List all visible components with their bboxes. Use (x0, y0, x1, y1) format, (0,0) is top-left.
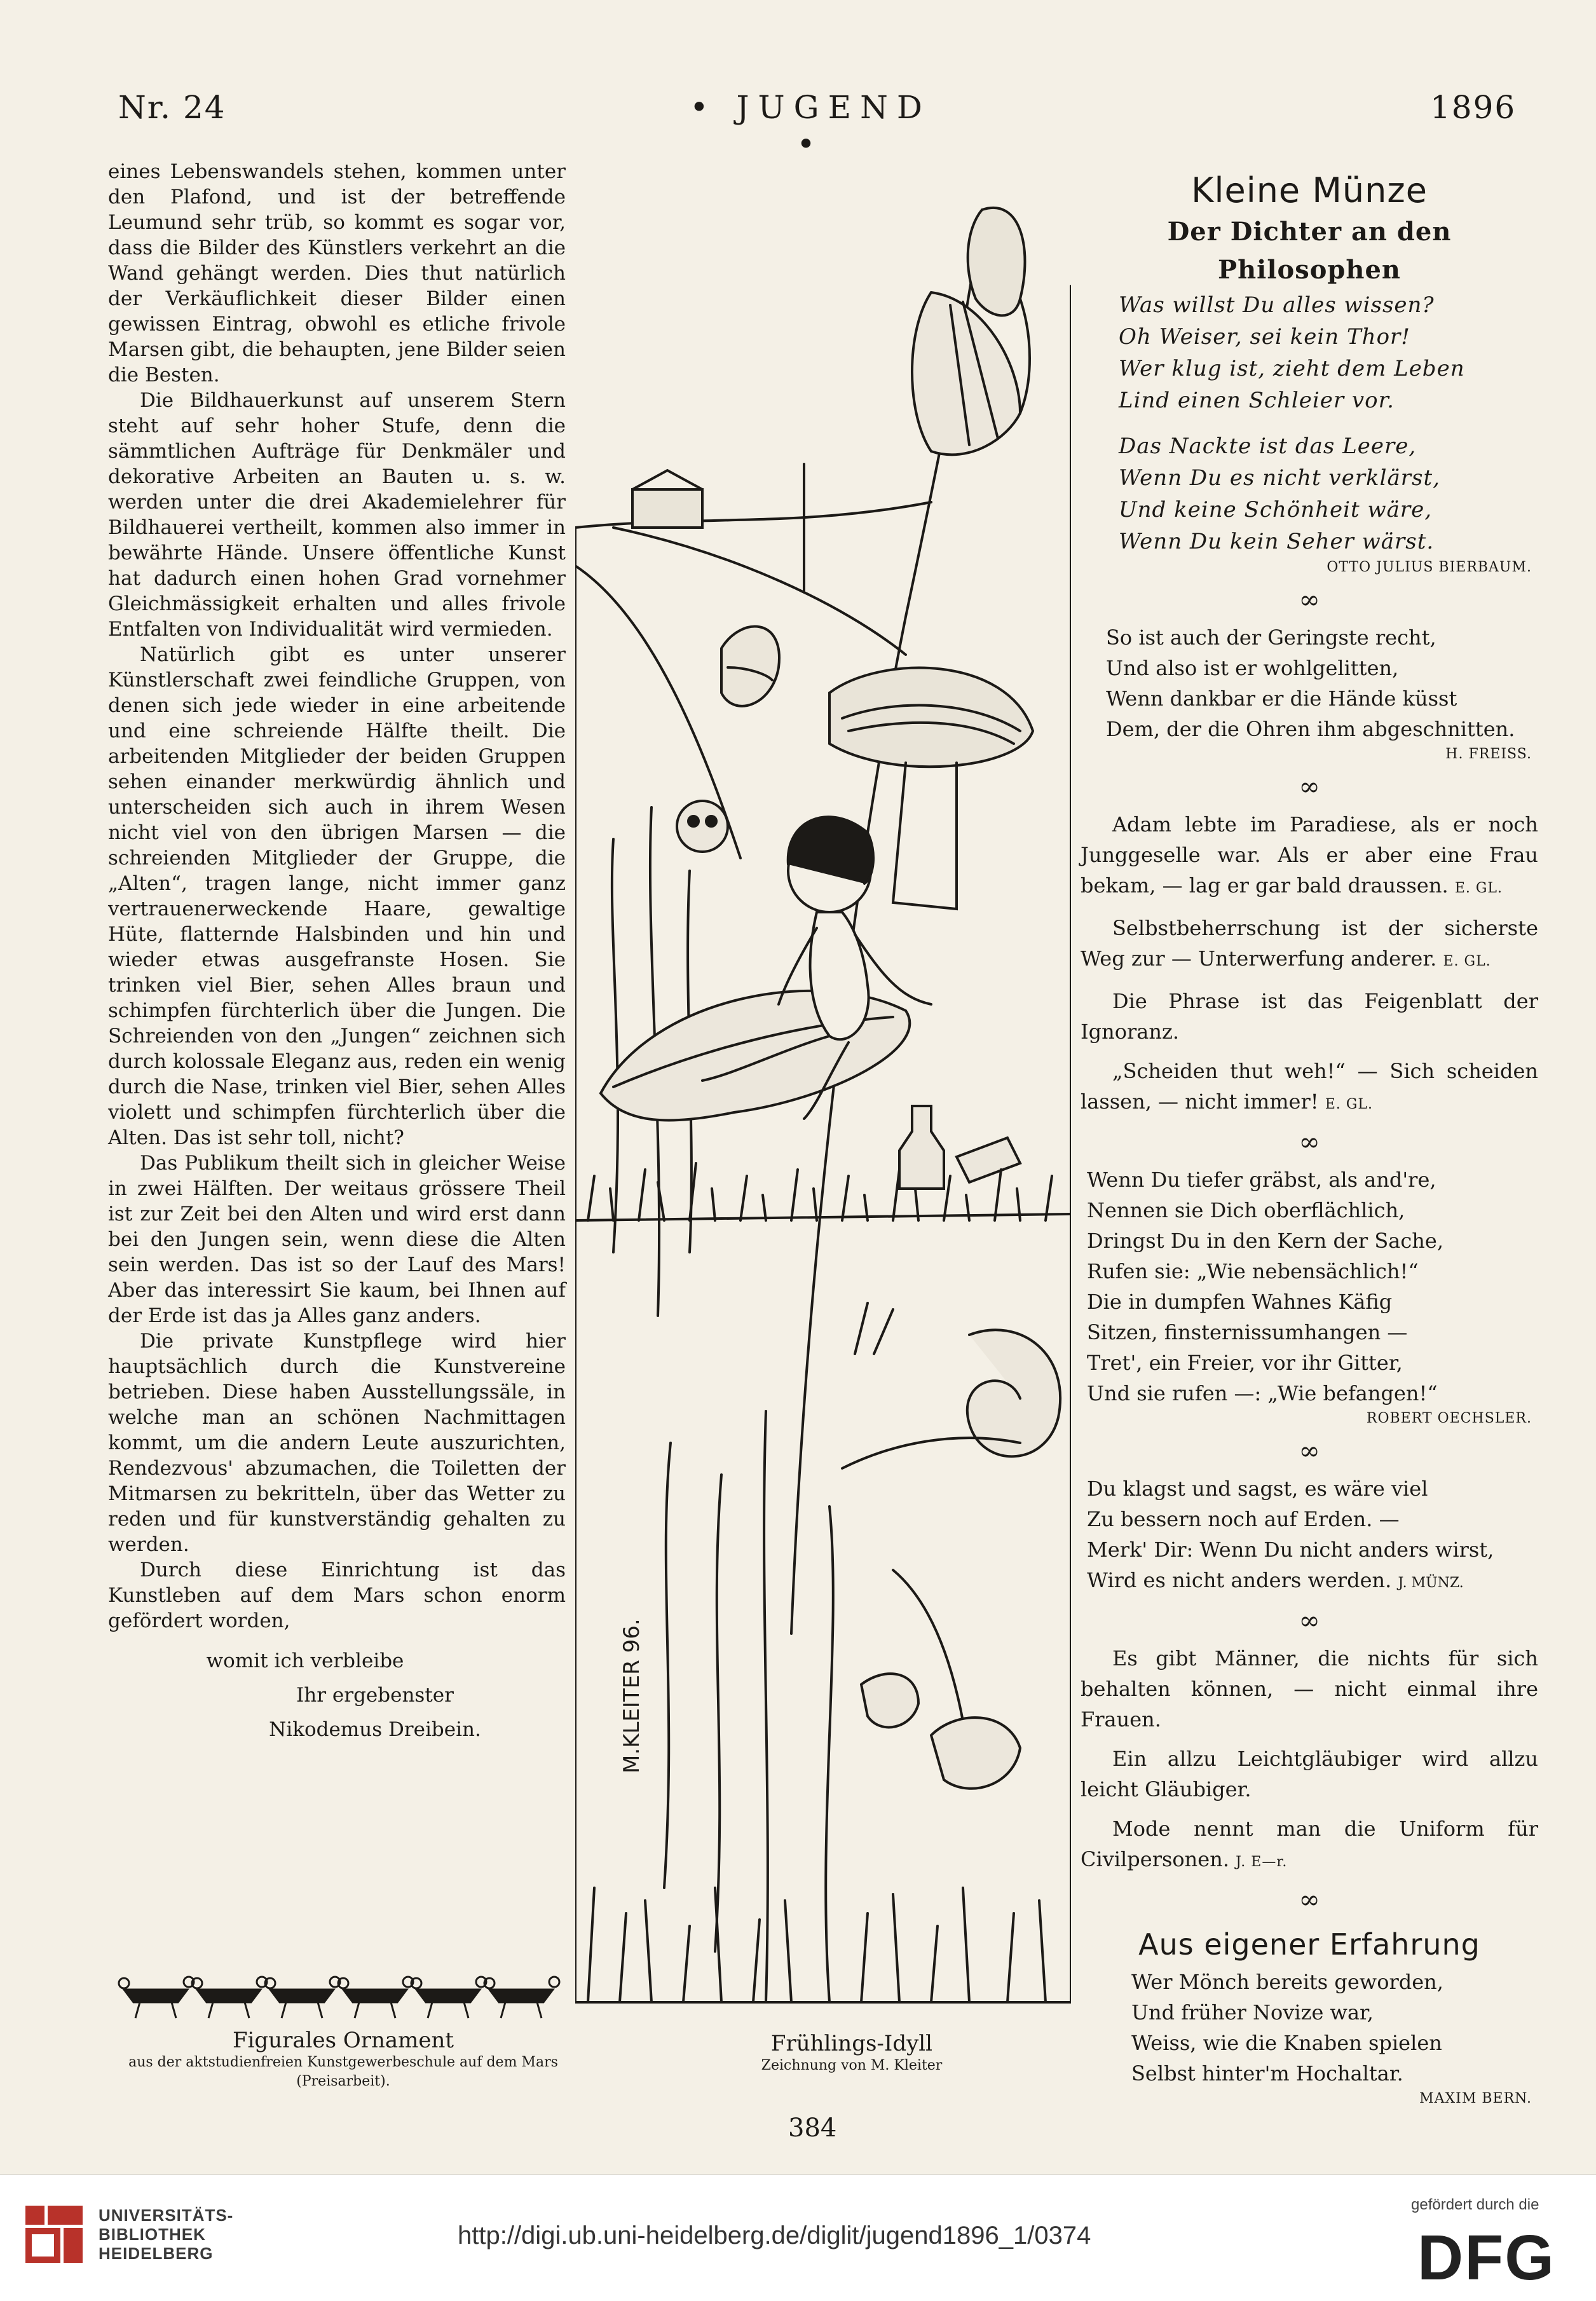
permalink-url[interactable]: http://digi.ub.uni-heidelberg.de/diglit/jugend1896_1/0374 (458, 2222, 1091, 2250)
section-title: Kleine Münze (1191, 170, 1428, 210)
section-title: Aus eigener Erfahrung (1138, 1927, 1480, 1962)
funding-note: gefördert durch die (1411, 2196, 1539, 2213)
poem-line: Selbst hinter'm Hochaltar. (1131, 2061, 1403, 2086)
poem-line: Lind einen Schleier vor. (1119, 388, 1395, 413)
paragraph: Das Publikum theilt sich in gleicher Weise in zwei Hälften. Der weitaus grössere Theil ist zur Zeit bei den Alten und wird erst dann bei den Jungen sein, wenn diese die Alten sein werden. Das ist so der Lauf des Mars! Aber das interessirt Sie kaum, bei Ihnen auf der Erde ist das ja Alles ganz anders. (108, 1152, 566, 1327)
left-text-column (108, 159, 566, 1747)
figural-ornament (118, 1958, 563, 2028)
dfg-logo[interactable]: DFG (1417, 2222, 1556, 2293)
epigram: Die Phrase ist das Feigenblatt der Ignoranz. (1081, 989, 1538, 1044)
poem-line: Und also ist er wohlgelitten, (1106, 656, 1399, 680)
paragraph: Die Bildhauerkunst auf unserem Stern steht auf sehr hoher Stufe, denn die sämmtlichen Aufträge für Denkmäler und dekorative Arbeiten an Bauten u. s. w. werden unter die drei Akademielehrer für Bildhauerei vertheilt, kommen also immer in bewährte Hände. Unsere öffentliche Kunst hat dadurch einen hohen Grad vornehmer Gleichmässigkeit erhalten und alles frivole Entfalten von Individualität wird vermieden. (108, 389, 566, 641)
poem-line: Und sie rufen —: „Wie befangen!“ (1087, 1381, 1438, 1405)
poem-author: J. MÜNZ. (1398, 1575, 1464, 1591)
ornament-separator: ∞ (1299, 772, 1320, 802)
poem-line: Und keine Schönheit wäre, (1119, 497, 1433, 522)
ornament-caption (95, 2028, 591, 2091)
ornament-separator: ∞ (1299, 1128, 1320, 1157)
epigram-author: J. E—r. (1236, 1854, 1288, 1870)
epigram: Mode nennt man die Uniform für Civilpersonen. J. E—r. (1081, 1817, 1538, 1871)
epigram-author: E. GL. (1325, 1096, 1374, 1112)
university-library-logo-icon[interactable] (19, 2199, 89, 2269)
poem-line: Wenn Du es nicht verklärst, (1119, 465, 1440, 491)
poem-stanza (1081, 1473, 1538, 1599)
epigram-author: E. GL. (1443, 953, 1491, 969)
university-library-name[interactable]: UNIVERSITÄTS- BIBLIOTHEK HEIDELBERG (99, 2206, 234, 2263)
right-text-column (1081, 168, 1538, 2109)
closing-line: womit ich verbleibe (206, 1649, 404, 1672)
letter-signoff (108, 1644, 566, 1747)
poem-line: Zu bessern noch auf Erden. — (1087, 1507, 1400, 1531)
poem-line: Wenn Du kein Seher wärst. (1119, 529, 1435, 554)
poem-line: Sitzen, finsternissumhangen — (1087, 1320, 1408, 1344)
poem-line: Was willst Du alles wissen? (1119, 292, 1435, 318)
paragraph: eines Lebenswandels stehen, kommen unter den Plafond, und ist der betreffende Leumund sehr trüb, so kommt es sogar vor, dass die Bilder des Künstlers verkehrt an die Wand gehängt werden. Dies thut natürlich der Verkäuflichkeit dieser Bilder einen gewissen Eintrag, obwohl es etliche frivole Marsen gibt, die behaupten, jene Bilder seien die Besten. (108, 160, 566, 386)
artist-signature: M.KLEITER 96. (619, 1618, 645, 1773)
ornament-separator: ∞ (1299, 585, 1320, 615)
poem-line: Wird es nicht anders werden. J. MÜNZ. (1087, 1568, 1464, 1592)
illustration-credit: Zeichnung von M. Kleiter (761, 2058, 943, 2073)
ornament-separator: ∞ (1299, 1437, 1320, 1466)
poem-stanza (1081, 1967, 1538, 2089)
ornament-caption-line: (Preisarbeit). (296, 2073, 390, 2089)
poem-line: Tret', ein Freier, vor ihr Gitter, (1087, 1351, 1403, 1375)
poem-line: Rufen sie: „Wie nebensächlich!“ (1087, 1259, 1419, 1283)
paragraph: Die private Kunstpflege wird hier hauptsächlich durch die Kunstvereine betrieben. Diese haben Ausstellungssäle, in welche man an schönen Nachmittagen kommt, um die andern Leute auszurichten, Rendezvous' abzumachen, die Toiletten der Mitmarsen zu bekritteln, über das Wetter zu reden und für kunstverständig gehalten zu werden. (108, 1330, 566, 1556)
poem-line: Merk' Dir: Wenn Du nicht anders wirst, (1087, 1538, 1494, 1562)
issue-number: Nr. 24 (118, 89, 226, 126)
poem-stanza (1081, 289, 1538, 557)
greeting-line: Ihr ergebenster (296, 1684, 454, 1707)
poem-line: Wer Mönch bereits geworden, (1131, 1970, 1443, 1994)
poem-author: ROBERT OECHSLER. (1366, 1410, 1532, 1426)
magazine-title: • JUGEND • (690, 89, 931, 163)
illustration-caption-title: Frühlings-Idyll (770, 2031, 933, 2056)
poem-line: Oh Weiser, sei kein Thor! (1119, 324, 1410, 350)
ornament-figure (119, 1977, 194, 2018)
ornament-caption-line: aus der aktstudienfreien Kunstgewerbeschule auf dem Mars (128, 2054, 558, 2070)
illustration-fruehlings-idyll (575, 172, 1071, 2015)
poem-line: Die in dumpfen Wahnes Käfig (1087, 1290, 1393, 1314)
illustration-caption (686, 2031, 1017, 2075)
page-number: 384 (788, 2113, 837, 2143)
signature: Nikodemus Dreibein. (269, 1718, 481, 1741)
ornament-separator: ∞ (1299, 1606, 1320, 1635)
poem-line: Und früher Novize war, (1131, 2000, 1374, 2024)
paragraph: Natürlich gibt es unter unserer Künstlerschaft zwei feindliche Gruppen, von denen sich jede wieder in eine arbeitende und eine schreiende Hälfte theilt. Die arbeitenden Mitglieder der beiden Gruppen sehen einander merkwürdig ähnlich und unterscheiden sich auch in ihrem Wesen nicht viel von den übrigen Marsen — die schreienden Mitglieder der Gruppe, die „Alten“, tragen lange, nicht immer ganz vertrauenerweckende Haare, gewaltige Hüte, flatternde Halsbinden und hin und wieder etwas ausgefranste Hosen. Sie trinken viel Bier, sehen Alles braun und schimpfen fürchterlich über die Jungen. Die Schreienden von den „Jungen“ zeichnen sich durch kolossale Eleganz aus, reden ein wenig durch die Nase, trinken viel Bier, sehen Alles violett und schimpfen fürchterlich über die Alten. Das ist sehr toll, nicht? (108, 643, 566, 1149)
epigram: „Scheiden thut weh!“ — Sich scheiden lassen, — nicht immer! E. GL. (1081, 1059, 1538, 1114)
paragraph: Durch diese Einrichtung ist das Kunstleben auf dem Mars schon enorm gefördert worden, (108, 1559, 566, 1632)
epigram-author: E. GL. (1454, 880, 1503, 896)
epigram: Ein allzu Leichtgläubiger wird allzu leicht Gläubiger. (1081, 1747, 1538, 1801)
epigram: Adam lebte im Paradiese, als er noch Junggeselle war. Als er aber eine Frau bekam, — lag er gar bald draussen. E. GL. (1081, 812, 1538, 898)
epigram: Selbstbeherrschung ist der sicherste Weg zur — Unterwerfung anderer. E. GL. (1081, 916, 1538, 971)
poem-line: Nennen sie Dich oberflächlich, (1087, 1198, 1405, 1222)
poem-author: H. FREISS. (1445, 746, 1532, 762)
poem-author: MAXIM BERN. (1419, 2091, 1532, 2106)
year: 1896 (1430, 89, 1517, 126)
ornament-separator: ∞ (1299, 1885, 1320, 1915)
ornament-caption-title: Figurales Ornament (232, 2028, 454, 2053)
poem-line: Du klagst und sagst, es wäre viel (1087, 1477, 1428, 1501)
poem-line: Wenn Du tiefer gräbst, als and're, (1087, 1168, 1436, 1192)
poem-title: Der Dichter an den Philosophen (1167, 217, 1452, 285)
poem-author: OTTO JULIUS BIERBAUM. (1327, 559, 1532, 575)
poem-line: Weiss, wie die Knaben spielen (1131, 2031, 1442, 2055)
poem-stanza (1081, 622, 1538, 744)
poem-line: Wenn dankbar er die Hände küsst (1106, 686, 1457, 711)
poem-line: So ist auch der Geringste recht, (1106, 625, 1436, 650)
poem-line: Dringst Du in den Kern der Sache, (1087, 1229, 1443, 1253)
poem-line: Dem, der die Ohren ihm abgeschnitten. (1106, 717, 1515, 741)
epigram: Es gibt Männer, die nichts für sich behalten können, — nicht einmal ihre Frauen. (1081, 1646, 1538, 1731)
poem-line: Wer klug ist, zieht dem Leben (1119, 356, 1465, 381)
poem-line: Das Nackte ist das Leere, (1119, 434, 1417, 459)
poem-stanza (1081, 1164, 1538, 1409)
